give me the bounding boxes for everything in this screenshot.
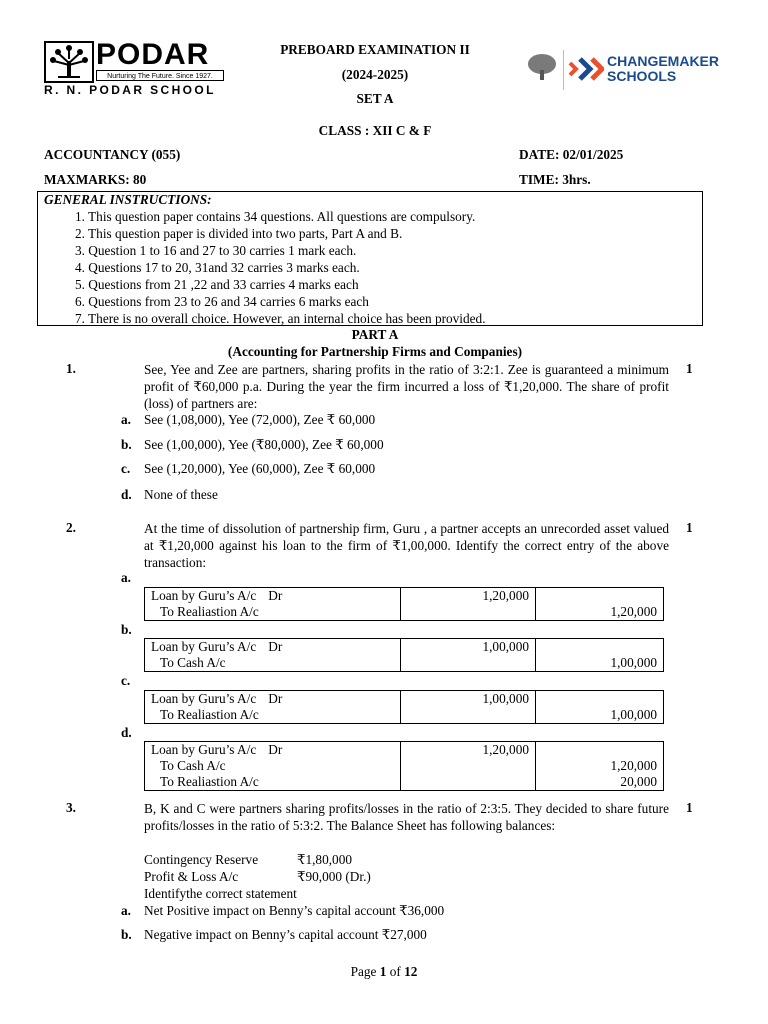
balance-label: Profit & Loss A/c: [144, 869, 239, 884]
instructions-list: [75, 208, 486, 327]
option-text: None of these: [144, 487, 218, 502]
question-marks: 1: [686, 520, 693, 535]
journal-entry-table: [144, 587, 664, 621]
option-text: Net Positive impact on Benny’s capital account ₹36,000: [144, 903, 445, 918]
option-text: See (1,00,000), Yee (₹80,000), Zee ₹ 60,000: [144, 437, 384, 452]
credit-amount: 1,20,000: [610, 758, 657, 773]
changemaker-line2: SCHOOLS: [607, 68, 677, 84]
credit-amount: 1,00,000: [610, 655, 657, 670]
instruction-item: 3. Question 1 to 16 and 27 to 30 carries 1 mark each.: [75, 243, 357, 258]
option-letter: a.: [121, 570, 131, 585]
question-number: 2.: [66, 520, 76, 535]
option-letter: b.: [121, 927, 132, 942]
page-total: 12: [404, 964, 418, 979]
debit-account: Loan by Guru’s A/c: [151, 639, 257, 654]
journal-entry-table: [144, 741, 664, 791]
max-marks-label: MAXMARKS: 80: [44, 172, 147, 187]
changemaker-line1: CHANGEMAKER: [607, 53, 719, 69]
credit-account: To Cash A/c: [160, 758, 226, 773]
dr-label: Dr: [268, 691, 283, 706]
credit-amount: 1,00,000: [610, 707, 657, 722]
option-letter: c.: [121, 673, 131, 688]
exam-set: SET A: [356, 91, 394, 106]
changemaker-logo-text: [607, 54, 719, 84]
debit-account: Loan by Guru’s A/c: [151, 742, 257, 757]
dr-label: Dr: [268, 639, 283, 654]
question-number: 3.: [66, 800, 76, 815]
instruction-item: 1. This question paper contains 34 questions. All questions are compulsory.: [75, 209, 476, 224]
exam-title: PREBOARD EXAMINATION II: [280, 42, 470, 57]
instruction-item: 2. This question paper is divided into two parts, Part A and B.: [75, 226, 403, 241]
option-letter: b.: [121, 622, 132, 637]
debit-amount: 1,20,000: [401, 742, 536, 791]
question-marks: 1: [686, 800, 693, 815]
option-letter: a.: [121, 412, 131, 427]
debit-account: Loan by Guru’s A/c: [151, 588, 257, 603]
credit-account: To Realiastion A/c: [160, 604, 259, 619]
dr-label: Dr: [268, 742, 283, 757]
instruction-item: 6. Questions from 23 to 26 and 34 carries 6 marks each: [75, 294, 369, 309]
credit-amount: 1,20,000: [610, 604, 657, 619]
option-letter: b.: [121, 437, 132, 452]
question-text: See, Yee and Zee are partners, sharing profits in the ratio of 3:2:1. Zee is guaranteed a minimum profit of ₹60,000 p.a. During the year the firm incurred a loss of ₹1,20,000. The share of profit (loss) of partners are:: [144, 362, 669, 411]
page-number: 1: [379, 964, 387, 979]
balance-value: ₹1,80,000: [297, 852, 352, 867]
podar-tagline: Nurturing The Future. Since 1927.: [96, 70, 224, 81]
question-marks: 1: [686, 361, 693, 376]
question-number: 1.: [66, 361, 76, 376]
dr-label: Dr: [268, 588, 283, 603]
option-letter: d.: [121, 725, 132, 740]
page-of: of: [386, 964, 405, 979]
option-letter: c.: [121, 461, 131, 476]
debit-cell: [145, 742, 401, 791]
debit-cell: [145, 639, 401, 672]
question-prompt: Identifythe correct statement: [144, 886, 297, 901]
debit-account: Loan by Guru’s A/c: [151, 691, 257, 706]
school-name: R. N. PODAR SCHOOL: [44, 83, 216, 97]
time-label: TIME: 3hrs.: [519, 172, 591, 187]
debit-amount: 1,00,000: [401, 639, 536, 672]
question-text: At the time of dissolution of partnership firm, Guru , a partner accepts an unrecorded asset valued at ₹1,20,000 against his loan to the firm of ₹1,00,000. Identify the correct entry of the above transaction:: [144, 521, 669, 570]
credit-amount-cell: [536, 588, 664, 621]
option-letter: a.: [121, 903, 131, 918]
podar-tree-logo: [44, 41, 94, 83]
credit-amount-cell: [536, 742, 664, 791]
credit-amount-cell: [536, 691, 664, 724]
instructions-title: GENERAL INSTRUCTIONS:: [44, 192, 212, 207]
debit-amount: 1,20,000: [401, 588, 536, 621]
part-title: PART A: [351, 327, 399, 342]
page-footer: [284, 964, 484, 980]
instruction-item: 7. There is no overall choice. However, an internal choice has been provided.: [75, 311, 486, 326]
credit-account: To Realiastion A/c: [160, 774, 259, 789]
question-text: B, K and C were partners sharing profits/losses in the ratio of 2:3:5. They decided to share future profits/losses in the ratio of 5:3:2. The Balance Sheet has following balances:: [144, 801, 669, 833]
journal-entry-table: [144, 690, 664, 724]
changemaker-tree-icon: [524, 50, 560, 90]
option-text: See (1,08,000), Yee (72,000), Zee ₹ 60,000: [144, 412, 376, 427]
date-label: DATE: 02/01/2025: [519, 147, 624, 162]
instruction-item: 5. Questions from 21 ,22 and 33 carries 4 marks each: [75, 277, 359, 292]
changemaker-arrows-icon: [568, 55, 604, 87]
instruction-item: 4. Questions 17 to 20, 31and 32 carries 3 marks each.: [75, 260, 360, 275]
balance-value: ₹90,000 (Dr.): [297, 869, 371, 884]
credit-account: To Cash A/c: [160, 655, 226, 670]
debit-cell: [145, 691, 401, 724]
class-label: CLASS : XII C & F: [318, 123, 432, 138]
credit-account: To Realiastion A/c: [160, 707, 259, 722]
balance-label: Contingency Reserve: [144, 852, 259, 867]
credit-amount-cell: [536, 639, 664, 672]
journal-entry-table: [144, 638, 664, 672]
debit-cell: [145, 588, 401, 621]
logo-divider: [563, 50, 564, 90]
option-text: Negative impact on Benny’s capital account ₹27,000: [144, 927, 427, 942]
exam-session: (2024-2025): [341, 67, 409, 82]
option-text: See (1,20,000), Yee (60,000), Zee ₹ 60,000: [144, 461, 376, 476]
debit-amount: 1,00,000: [401, 691, 536, 724]
option-letter: d.: [121, 487, 132, 502]
page-prefix: Page: [350, 964, 380, 979]
podar-brand: PODAR: [96, 38, 210, 71]
credit-amount: 20,000: [620, 774, 657, 789]
part-subtitle: (Accounting for Partnership Firms and Companies): [227, 344, 523, 359]
subject-label: ACCOUNTANCY (055): [44, 147, 181, 162]
